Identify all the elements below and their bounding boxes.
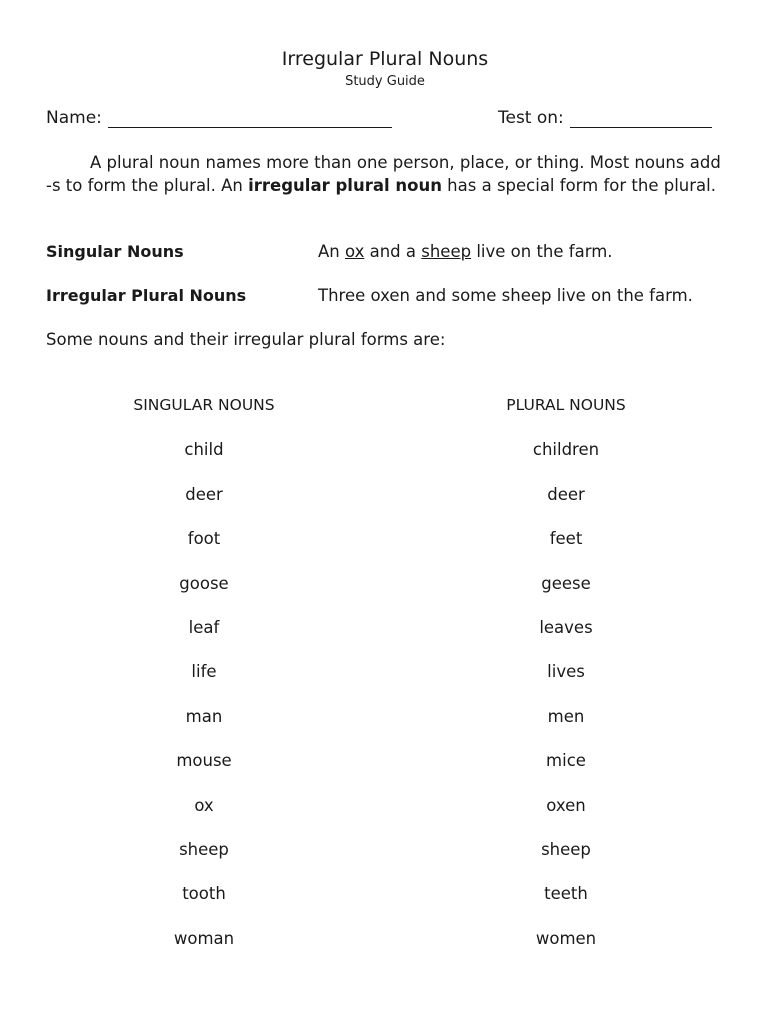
singular-nouns-label: Singular Nouns	[46, 242, 184, 261]
plural-noun-cell: mice	[546, 751, 586, 770]
singular-noun-cell: foot	[187, 529, 221, 548]
intro-paragraph	[46, 152, 726, 197]
plural-noun-cell: feet	[549, 529, 583, 548]
plural-example-sentence: Three oxen and some sheep live on the farm.	[318, 286, 693, 305]
singular-noun-cell: man	[185, 707, 223, 726]
test-date-field	[498, 108, 712, 128]
page-title: Irregular Plural Nouns	[281, 48, 489, 70]
plural-noun-cell: teeth	[544, 884, 588, 903]
singular-noun-cell: life	[191, 662, 217, 681]
plural-noun-cell: leaves	[539, 618, 593, 637]
irregular-plural-nouns-label: Irregular Plural Nouns	[46, 286, 247, 305]
page-subtitle: Study Guide	[345, 74, 425, 89]
singular-example-text: An	[318, 242, 345, 261]
name-label: Name:	[46, 108, 102, 128]
singular-noun-cell: ox	[194, 796, 214, 815]
singular-example-text: and a	[364, 242, 422, 261]
plural-noun-cell: children	[532, 440, 600, 459]
singular-noun-cell: sheep	[179, 840, 229, 859]
test-label: Test on:	[498, 108, 564, 128]
test-date-blank-line[interactable]	[570, 109, 712, 128]
singular-noun-cell: woman	[173, 929, 235, 948]
name-blank-line[interactable]	[108, 109, 392, 128]
singular-noun-cell: deer	[185, 485, 223, 504]
plural-noun-cell: lives	[547, 662, 585, 681]
underlined-word-sheep: sheep	[421, 242, 472, 261]
singular-noun-cell: mouse	[176, 751, 232, 770]
singular-noun-cell: leaf	[188, 618, 220, 637]
plural-noun-cell: women	[535, 929, 597, 948]
name-field	[46, 108, 392, 128]
plural-column-header: PLURAL NOUNS	[506, 396, 626, 414]
plural-noun-cell: men	[547, 707, 585, 726]
list-intro: Some nouns and their irregular plural forms are:	[46, 330, 446, 349]
plural-noun-cell: oxen	[546, 796, 586, 815]
singular-noun-cell: goose	[179, 574, 229, 593]
singular-example-sentence	[318, 242, 613, 261]
singular-noun-cell: tooth	[182, 884, 226, 903]
singular-column-header: SINGULAR NOUNS	[133, 396, 275, 414]
singular-noun-cell: child	[184, 440, 224, 459]
plural-noun-cell: deer	[547, 485, 585, 504]
intro-bold-term: irregular plural noun	[248, 175, 442, 195]
intro-text-1: A plural noun names more than one person, place, or thing. Most nouns add -s to form the plural. An	[46, 153, 721, 195]
underlined-word-ox: ox	[345, 242, 365, 261]
singular-example-text: live on the farm.	[471, 242, 613, 261]
plural-noun-cell: geese	[541, 574, 591, 593]
intro-text-2: has a special form for the plural.	[441, 175, 716, 195]
plural-noun-cell: sheep	[541, 840, 591, 859]
